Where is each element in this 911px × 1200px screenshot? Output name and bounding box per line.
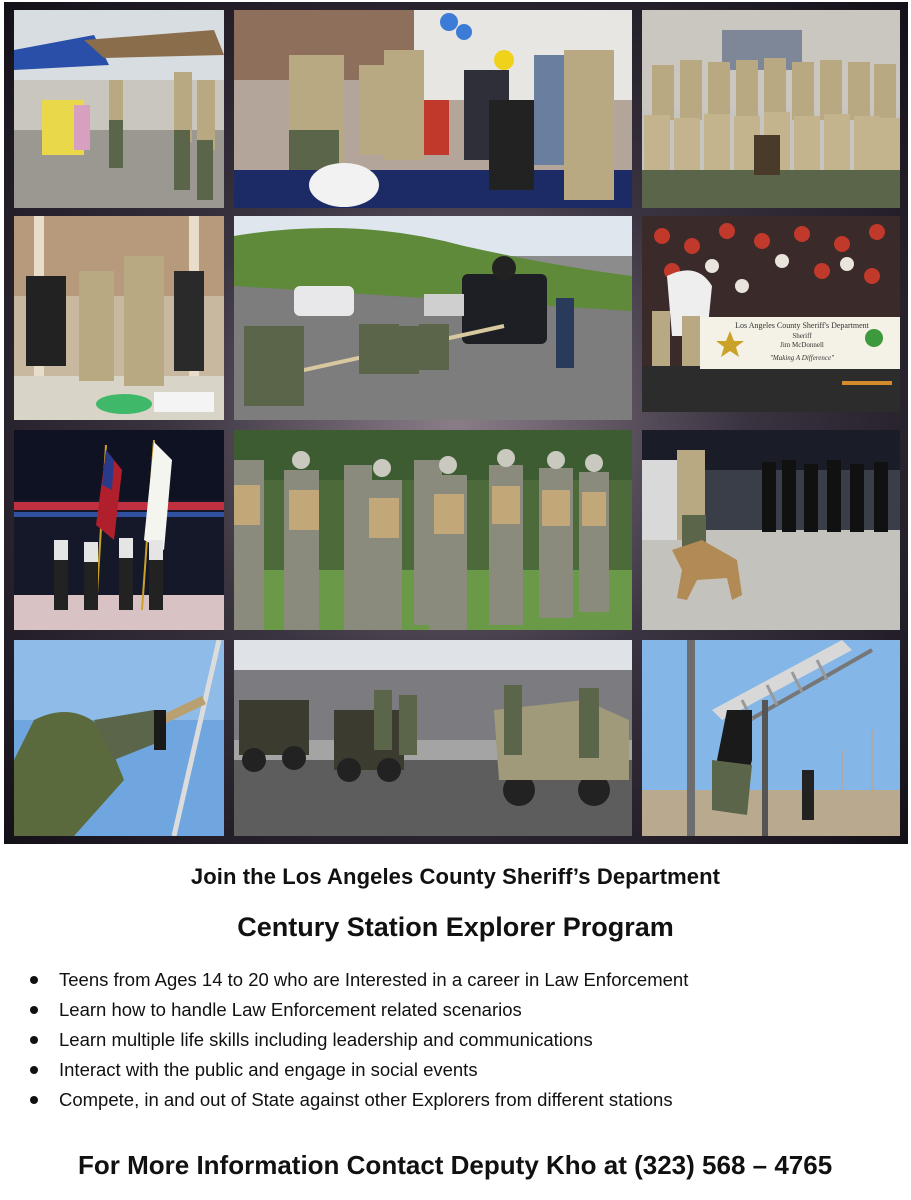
photo-explorers-in-formation <box>234 430 632 630</box>
photo-outdoor-community-event <box>14 10 224 208</box>
bullet-text: Teens from Ages 14 to 20 who are Interested in a career in Law Enforcement <box>59 969 689 990</box>
bullet-icon <box>30 1036 38 1044</box>
photo-rope-climb <box>14 640 224 836</box>
banner-line4: "Making A Difference" <box>769 354 835 362</box>
bullet-icon <box>30 1096 38 1104</box>
photo-tug-of-war-training <box>234 216 632 420</box>
contact-info: For More Information Contact Deputy Kho at (323) 568 – 4765 <box>78 1150 833 1180</box>
bullet-text: Interact with the public and engage in social events <box>59 1059 478 1080</box>
photo-k9-demonstration <box>642 430 900 630</box>
flyer-heading: Join the Los Angeles County Sheriff’s Department <box>190 864 721 889</box>
program-title: Century Station Explorer Program <box>237 912 674 942</box>
bullet-icon <box>30 1006 38 1014</box>
photo-indoor-demonstration <box>14 216 224 420</box>
banner-line1: Los Angeles County Sheriff's Department <box>735 321 869 330</box>
list-item <box>30 1025 688 1055</box>
list-item <box>30 1085 688 1115</box>
photo-parade-banner <box>642 216 900 412</box>
bullet-icon <box>30 1066 38 1074</box>
photo-color-guard-flags <box>14 430 224 630</box>
photo-obstacle-course-bars <box>642 640 900 836</box>
list-item <box>30 965 688 995</box>
program-benefits-list <box>30 965 688 1115</box>
bullet-text: Learn multiple life skills including leadership and communications <box>59 1029 593 1050</box>
photo-explorer-group-portrait <box>642 10 900 208</box>
photo-atv-vehicles <box>234 640 632 836</box>
photo-indoor-display-booth <box>234 10 632 208</box>
list-item <box>30 995 688 1025</box>
bullet-text: Compete, in and out of State against other Explorers from different stations <box>59 1089 673 1110</box>
banner-line3: Jim McDonnell <box>780 341 824 349</box>
photo-collage <box>4 2 908 844</box>
bullet-icon <box>30 976 38 984</box>
list-item <box>30 1055 688 1085</box>
bullet-text: Learn how to handle Law Enforcement related scenarios <box>59 999 522 1020</box>
banner-line2: Sheriff <box>792 332 812 340</box>
